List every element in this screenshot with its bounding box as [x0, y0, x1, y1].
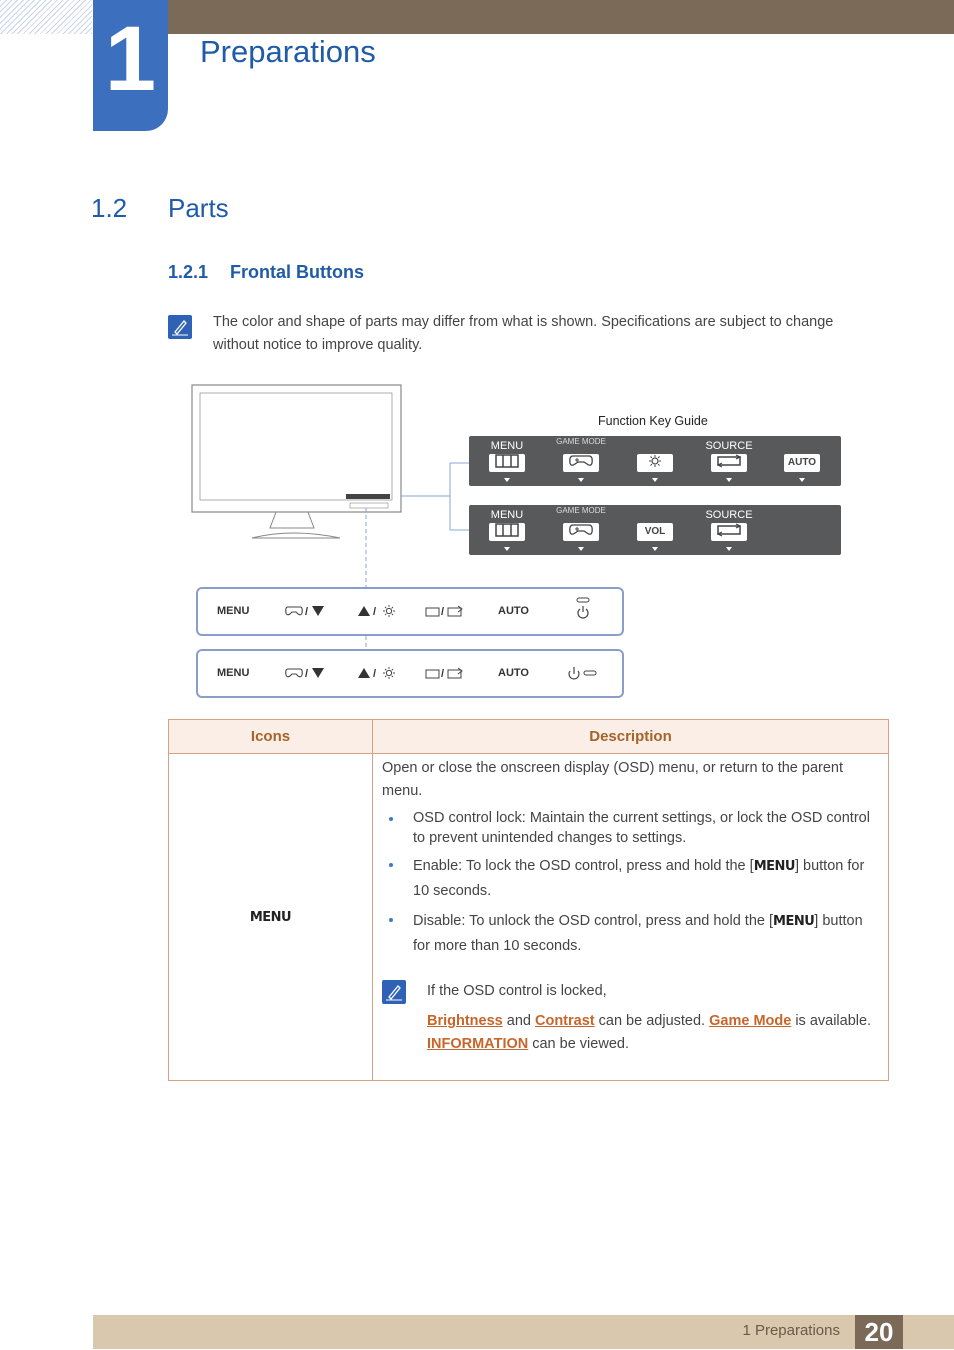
list-item: Disable: To unlock the OSD control, press and hold the [MENU] button for more than 10 seconds. — [382, 909, 878, 958]
source-icon — [711, 523, 747, 541]
source-icon — [711, 454, 747, 472]
note-pencil-icon — [168, 315, 192, 339]
section-title: Parts — [168, 193, 229, 223]
menu-icon — [489, 523, 525, 541]
vol-button-label: VOL — [637, 523, 673, 541]
down-arrow-icon — [504, 478, 510, 482]
brightness-link[interactable]: Brightness — [427, 1013, 503, 1029]
monitor-illustration — [192, 385, 401, 538]
list-item: OSD control lock: Maintain the current settings, or lock the OSD control to prevent unintended changes to settings. — [382, 808, 878, 848]
footer-chapter-label: 1 Preparations — [742, 1322, 840, 1339]
osd-lock-note — [382, 980, 878, 1056]
gamepad-down-icon — [284, 651, 328, 696]
svg-text:/: / — [305, 606, 309, 619]
function-key-guide-label: Function Key Guide — [598, 414, 708, 428]
gamepad-icon — [563, 523, 599, 541]
note-pencil-icon — [382, 980, 406, 1004]
svg-text:/: / — [373, 668, 377, 681]
header-bar — [168, 0, 954, 34]
section-number: 1.2 — [91, 193, 128, 223]
menu-key-label: MENU — [773, 914, 815, 929]
power-icon — [567, 651, 599, 696]
page-number: 20 — [855, 1315, 903, 1349]
subsection-title: Frontal Buttons — [230, 262, 364, 282]
svg-text:/: / — [305, 668, 309, 681]
brightness-icon — [637, 454, 673, 472]
fk-source: SOURCE — [704, 505, 754, 555]
strip-auto-label: AUTO — [498, 605, 529, 617]
fk-menu: MENU — [482, 505, 532, 555]
function-key-panel-a — [469, 436, 841, 486]
menu-key-icon: MENU — [169, 754, 373, 1081]
subsection-number: 1.2.1 — [168, 262, 209, 282]
fk-game-mode: GAME MODE — [556, 436, 606, 486]
front-button-strip-b — [196, 649, 624, 698]
front-button-strip-a — [196, 587, 624, 636]
down-arrow-icon — [726, 478, 732, 482]
strip-auto-label: AUTO — [498, 667, 529, 679]
fk-game-mode: GAME MODE — [556, 505, 606, 555]
source-enter-icon — [425, 651, 465, 696]
svg-text:/: / — [441, 668, 445, 681]
fk-auto — [777, 436, 827, 486]
information-link[interactable]: INFORMATION — [427, 1036, 529, 1052]
description-intro: Open or close the onscreen display (OSD) menu, or return to the parent menu. — [382, 760, 844, 799]
header-icons: Icons — [169, 720, 373, 754]
fk-vol — [630, 505, 680, 555]
fk-source: SOURCE — [704, 436, 754, 486]
game-mode-link[interactable]: Game Mode — [709, 1013, 792, 1029]
header-hatch-pattern — [0, 0, 92, 34]
down-arrow-icon — [578, 547, 584, 551]
source-enter-icon — [425, 589, 465, 634]
gamepad-icon — [563, 454, 599, 472]
auto-button-label: AUTO — [784, 454, 820, 472]
down-arrow-icon — [652, 547, 658, 551]
fk-brightness — [630, 436, 680, 486]
note-text: The color and shape of parts may differ from what is shown. Specifications are subject to change without notice to improve quality. — [213, 314, 834, 353]
chapter-number: 1 — [104, 8, 157, 110]
svg-text:/: / — [441, 606, 445, 619]
chapter-title: Preparations — [200, 34, 376, 69]
description-bullets — [382, 808, 878, 958]
fk-menu: MENU — [482, 436, 532, 486]
chapter-number-box — [93, 0, 168, 131]
note-first-line: If the OSD control is locked, — [427, 983, 607, 999]
page-footer — [93, 1315, 954, 1349]
header-description: Description — [373, 720, 889, 754]
menu-icon — [489, 454, 525, 472]
list-item: Enable: To lock the OSD control, press and hold the [MENU] button for 10 seconds. — [382, 854, 878, 903]
strip-menu-label: MENU — [217, 605, 250, 617]
gamepad-down-icon — [284, 589, 328, 634]
down-arrow-icon — [799, 478, 805, 482]
up-brightness-icon — [357, 589, 397, 634]
function-key-panel-b — [469, 505, 841, 555]
menu-key-label: MENU — [753, 859, 795, 874]
strip-menu-label: MENU — [217, 667, 250, 679]
up-brightness-icon — [357, 651, 397, 696]
contrast-link[interactable]: Contrast — [535, 1013, 595, 1029]
down-arrow-icon — [578, 478, 584, 482]
note-second-line: Brightness and Contrast can be adjusted. Game Mode is available. INFORMATION can be viewed. — [427, 1013, 872, 1052]
power-icon — [575, 589, 591, 634]
table-row — [169, 754, 889, 1081]
menu-description — [373, 754, 889, 1081]
svg-text:/: / — [373, 606, 377, 619]
down-arrow-icon — [652, 478, 658, 482]
down-arrow-icon — [504, 547, 510, 551]
parts-table — [168, 719, 889, 1081]
down-arrow-icon — [726, 547, 732, 551]
